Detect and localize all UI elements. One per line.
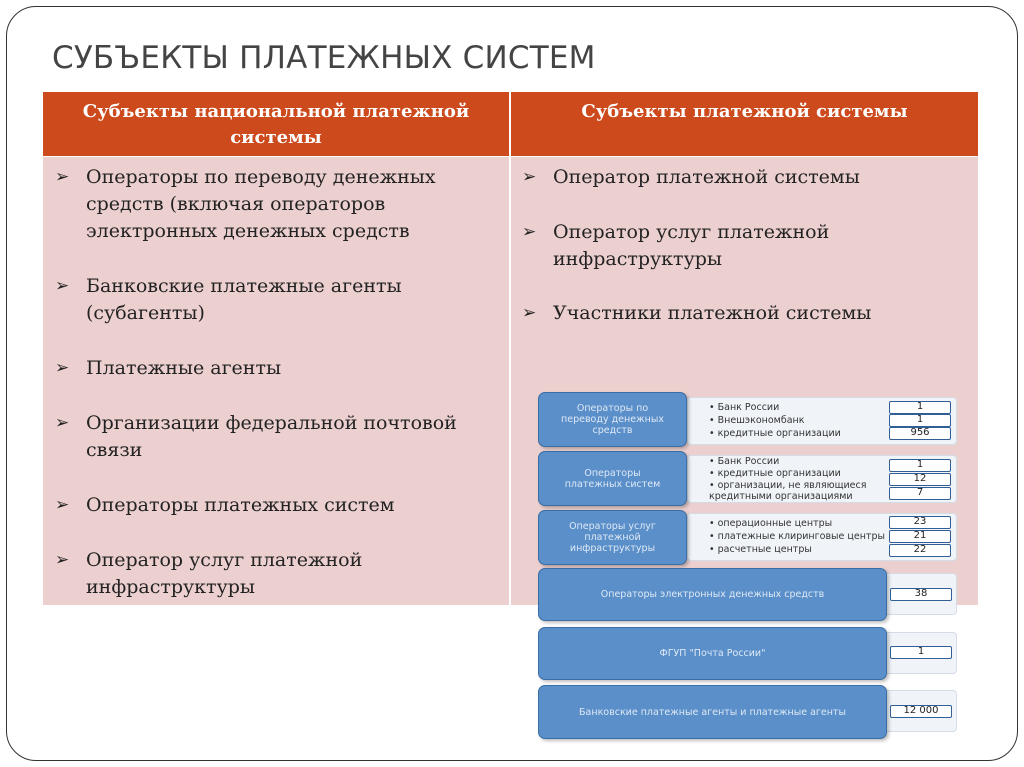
diagram-count: 23 bbox=[889, 516, 951, 529]
arrow-bullet-icon: ➢ bbox=[522, 222, 537, 242]
diagram-wide-box: Банковские платежные агенты и платежные агенты bbox=[538, 685, 887, 739]
arrow-bullet-icon: ➢ bbox=[55, 167, 70, 187]
left-list-item: ➢ Платежные агенты bbox=[55, 355, 281, 382]
diagram-count: 21 bbox=[889, 530, 951, 543]
diagram-count: 1 bbox=[889, 401, 951, 414]
arrow-bullet-icon: ➢ bbox=[55, 550, 70, 570]
header-national-subjects: Субъекты национальной платежной системы bbox=[43, 92, 509, 156]
left-list-item: ➢ Организации федеральной почтовой связи bbox=[55, 412, 457, 461]
diagram-group-box: Операторы услуг платежной инфраструктуры bbox=[538, 510, 687, 565]
diagram-count: 956 bbox=[889, 427, 951, 440]
diagram-wide-box: Операторы электронных денежных средств bbox=[538, 568, 887, 621]
diagram-item: • Внешэкономбанк bbox=[709, 415, 805, 426]
arrow-bullet-icon: ➢ bbox=[55, 276, 70, 296]
right-list-item: ➢ Оператор услуг платежной инфраструктуры bbox=[522, 221, 830, 270]
diagram-item: • организации, не являющиеся кредитными организациями bbox=[709, 480, 867, 502]
left-list-item: ➢ Операторы платежных систем bbox=[55, 492, 395, 519]
arrow-bullet-icon: ➢ bbox=[55, 413, 70, 433]
diagram-item: • расчетные центры bbox=[709, 544, 812, 555]
arrow-bullet-icon: ➢ bbox=[522, 303, 537, 323]
arrow-bullet-icon: ➢ bbox=[522, 167, 537, 187]
diagram-group-box: Операторы платежных систем bbox=[538, 451, 687, 506]
right-list-item: ➢ Участники платежной системы bbox=[522, 300, 871, 327]
diagram-count: 1 bbox=[889, 459, 951, 472]
diagram-item: • платежные клиринговые центры bbox=[709, 531, 885, 542]
diagram-count: 12 bbox=[889, 473, 951, 486]
diagram-item: • кредитные организации bbox=[709, 428, 841, 439]
arrow-bullet-icon: ➢ bbox=[55, 495, 70, 515]
diagram-item: • кредитные организации bbox=[709, 468, 841, 479]
right-list-item: ➢ Оператор платежной системы bbox=[522, 164, 860, 191]
diagram-count: 1 bbox=[890, 646, 952, 659]
diagram-group-box: Операторы по переводу денежных средств bbox=[538, 392, 687, 447]
diagram-item: • Банк России bbox=[709, 456, 780, 467]
arrow-bullet-icon: ➢ bbox=[55, 358, 70, 378]
diagram-count: 1 bbox=[889, 414, 951, 427]
left-list-item: ➢ Операторы по переводу денежных средств (включая операторов электронных денежных средств bbox=[55, 166, 436, 242]
slide-title: СУБЪЕКТЫ ПЛАТЕЖНЫХ СИСТЕМ bbox=[52, 40, 596, 76]
diagram-count: 12 000 bbox=[890, 705, 952, 718]
diagram-item: • операционные центры bbox=[709, 518, 833, 529]
diagram-count: 38 bbox=[890, 588, 952, 601]
header-payment-system-subjects: Субъекты платежной системы bbox=[511, 92, 978, 156]
left-list-item: ➢ Банковские платежные агенты (субагенты) bbox=[55, 275, 402, 324]
diagram-item: • Банк России bbox=[709, 402, 780, 413]
diagram-wide-box: ФГУП "Почта России" bbox=[538, 627, 887, 680]
left-list-item: ➢ Оператор услуг платежной инфраструктуры bbox=[55, 549, 363, 598]
diagram-count: 7 bbox=[889, 487, 951, 500]
diagram-count: 22 bbox=[889, 544, 951, 557]
